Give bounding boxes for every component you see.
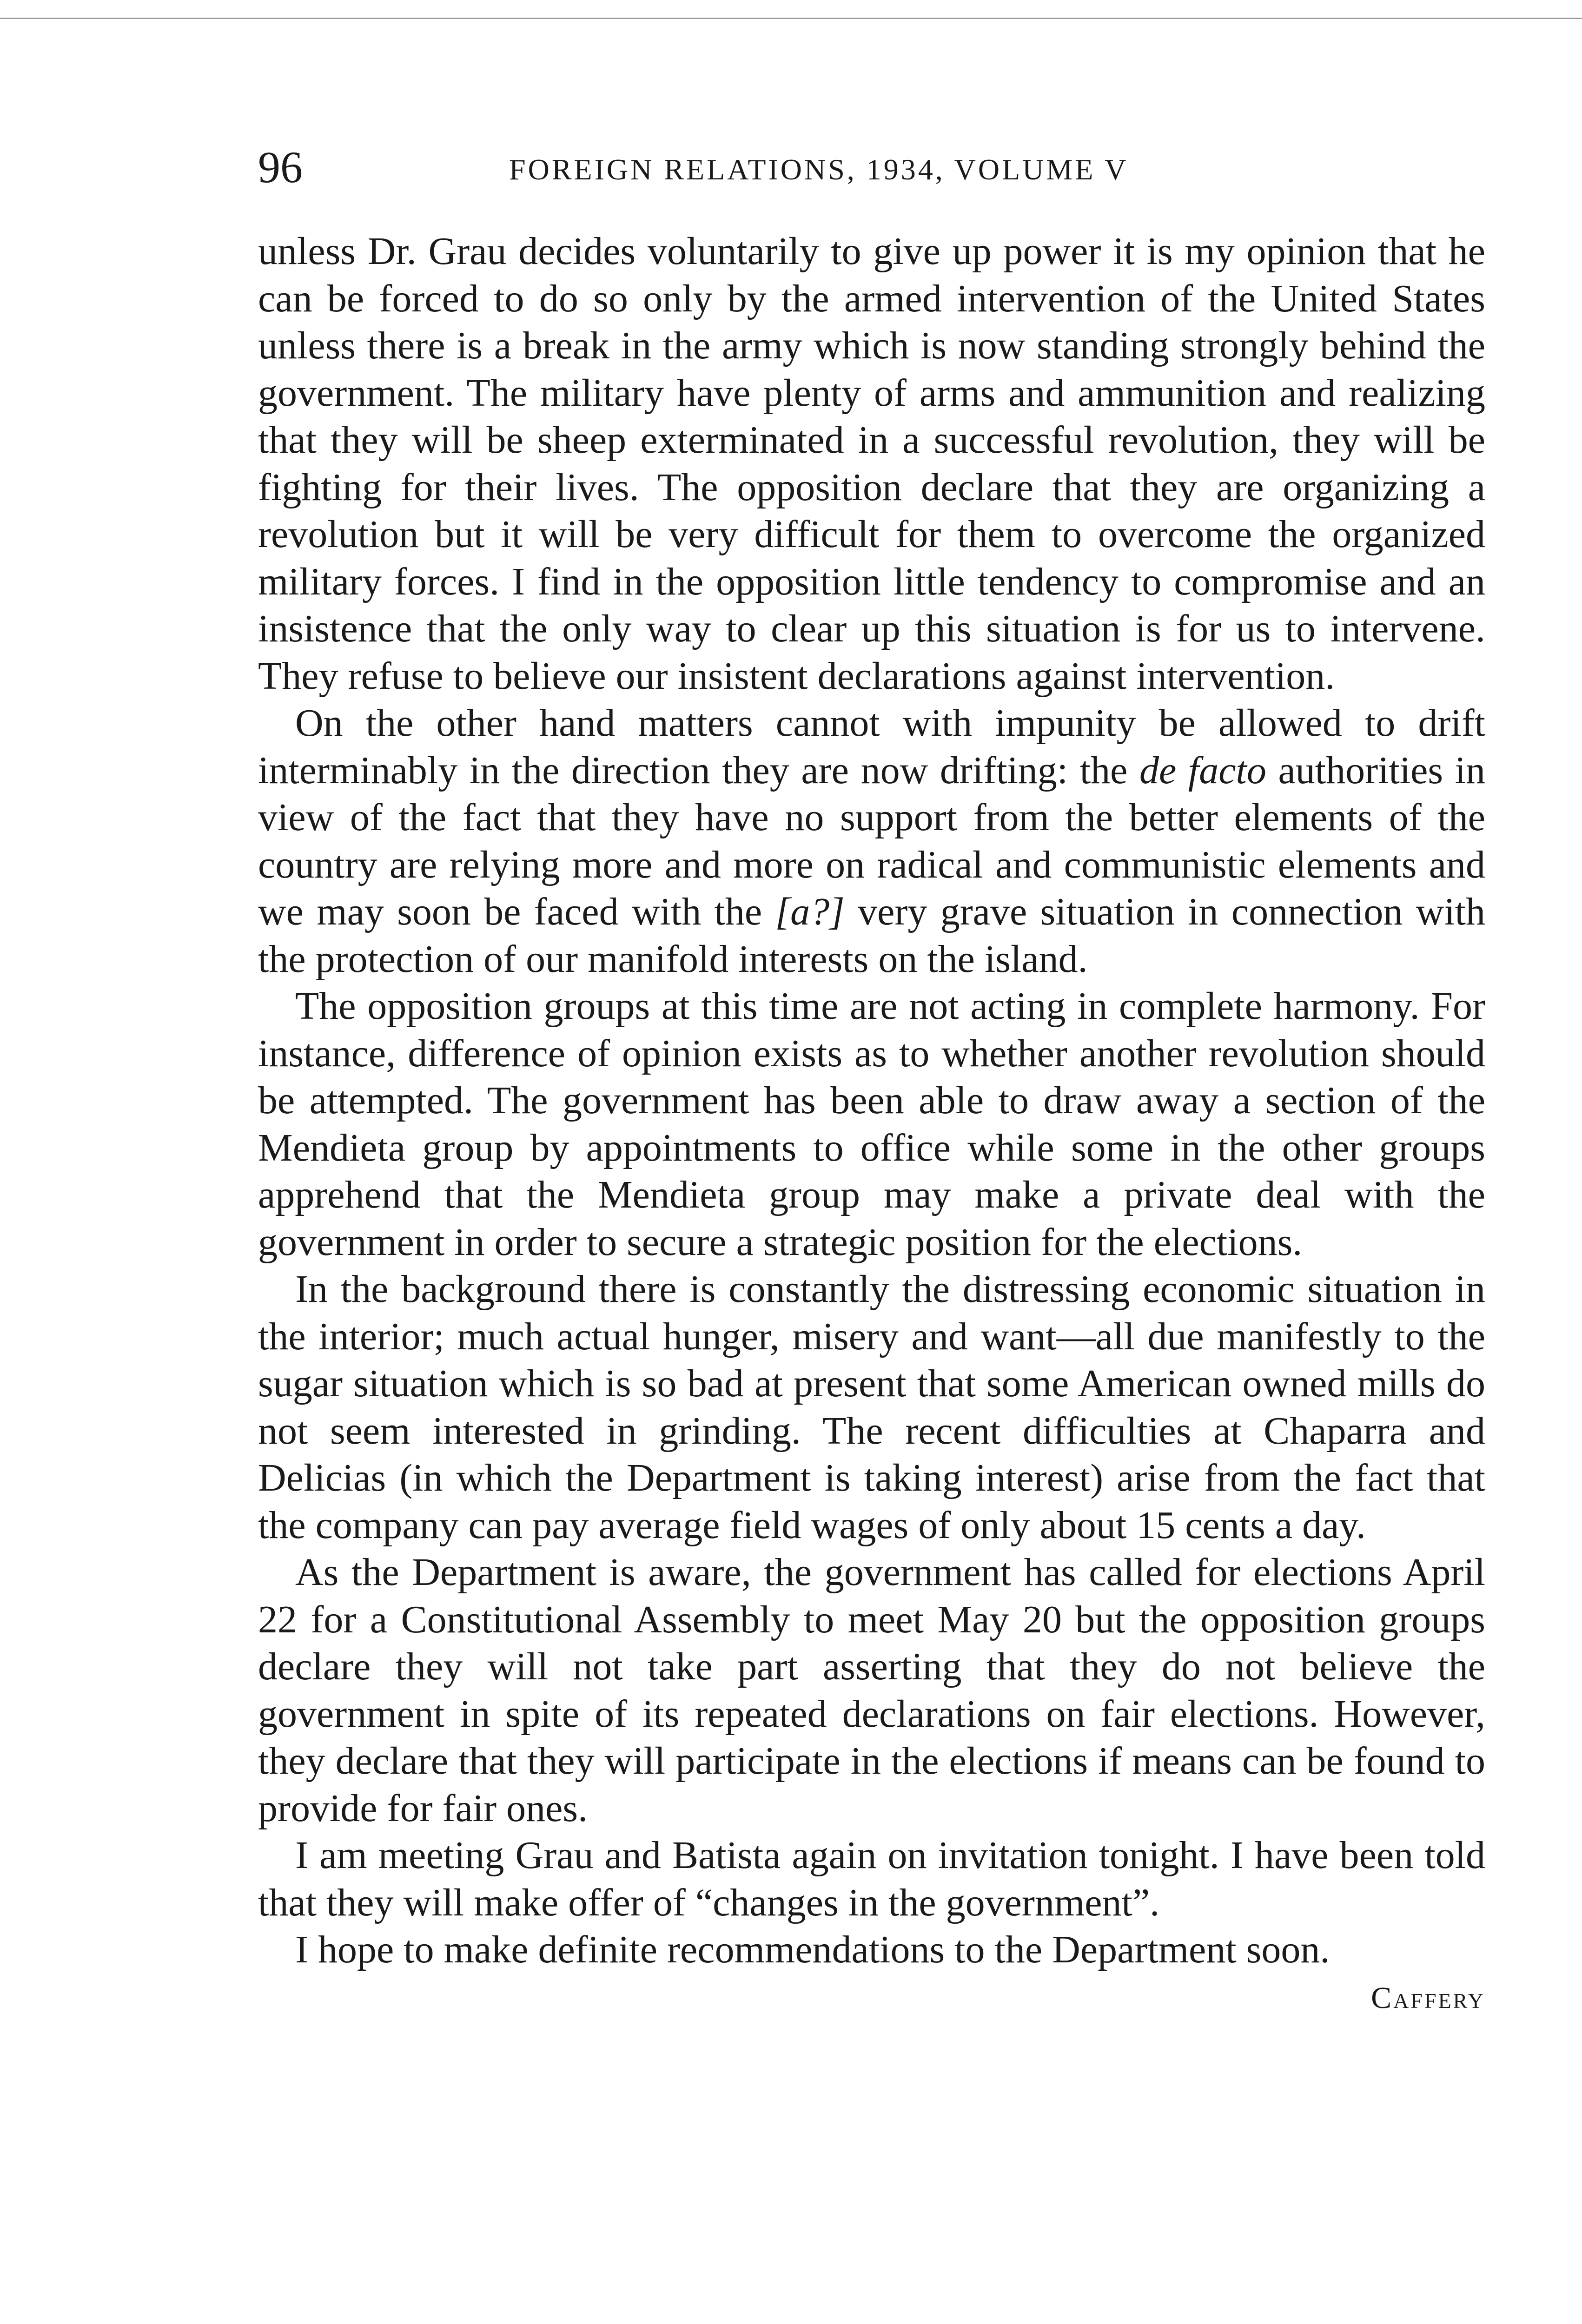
paragraph-2-italic-a: [a?] — [775, 890, 845, 933]
paragraph-6 — [258, 1832, 1485, 1926]
page-header — [258, 139, 1485, 195]
paragraph-6-text: I am meeting Grau and Batista again on invitation tonight. I have been told that they will make offer of “changes in the government”. — [258, 1834, 1485, 1924]
paragraph-7 — [258, 1926, 1485, 1974]
paragraph-2-text-a: On the other hand matters cannot with impunity be allowed to drift interminably in the direction they are now drifting: the — [258, 701, 1485, 792]
paragraph-2 — [258, 700, 1485, 983]
paragraph-4-text: In the background there is constantly the distressing economic situation in the interior; much actual hunger, misery and want—all due manifestly to the sugar situation which is so bad at present that some American owned mills do not seem interested in grinding. The recent difficulties at Chaparra and Delicias (in which the Department is taking interest) arise from the fact that the company can pay average field wages of only about 15 cents a day. — [258, 1268, 1485, 1547]
paragraph-5 — [258, 1549, 1485, 1832]
paragraph-4 — [258, 1266, 1485, 1549]
top-rule — [0, 18, 1582, 19]
paragraph-1-text: unless Dr. Grau decides voluntarily to give up power it is my opinion that he can be forced to do so only by the armed intervention of the United States unless there is a break in the army which is now standing strongly behind the government. The military have plenty of arms and ammunition and realizing that they will be sheep exterminated in a successful revolution, they will be fighting for their lives. The opposition declare that they are organizing a revolution but it will be very difficult for them to overcome the organized military forces. I find in the opposition little tendency to compromise and an insistence that the only way to clear up this situation is for us to intervene. They refuse to believe our insistent declarations against intervention. — [258, 230, 1485, 698]
body-text — [258, 228, 1485, 2019]
signature: Caffery — [1371, 1981, 1485, 2015]
paragraph-1 — [258, 228, 1485, 700]
paragraph-3-text: The opposition groups at this time are not acting in complete harmony. For instance, difference of opinion exists as to whether another revolution should be attempted. The government has been able to draw away a section of the Mendieta group by appointments to office while some in the other groups apprehend that the Mendieta group may make a private deal with the government in order to secure a strategic position for the elections. — [258, 984, 1485, 1264]
page-number: 96 — [258, 142, 303, 192]
running-title: FOREIGN RELATIONS, 1934, VOLUME V — [509, 153, 1129, 186]
paragraph-2-text-c: very grave situation in connection with the protection of our manifold interests on the island. — [258, 890, 1485, 981]
paragraph-3 — [258, 983, 1485, 1266]
paragraph-5-text: As the Department is aware, the government has called for elections April 22 for a Constitutional Assembly to meet May 20 but the opposition groups declare they will not take part asserting that they do not believe the government in spite of its repeated declarations on fair elections. However, they declare that they will participate in the elections if means can be found to provide for fair ones. — [258, 1551, 1485, 1830]
paragraph-2-text-b: authorities in view of the fact that they have no support from the better elements of the country are relying more and more on radical and communistic elements and we may soon be faced with the — [258, 748, 1486, 933]
paragraph-2-italic-de-facto: de facto — [1139, 748, 1266, 792]
paragraph-7-text: I hope to make definite recommendations to the Department soon. — [295, 1928, 1330, 1971]
